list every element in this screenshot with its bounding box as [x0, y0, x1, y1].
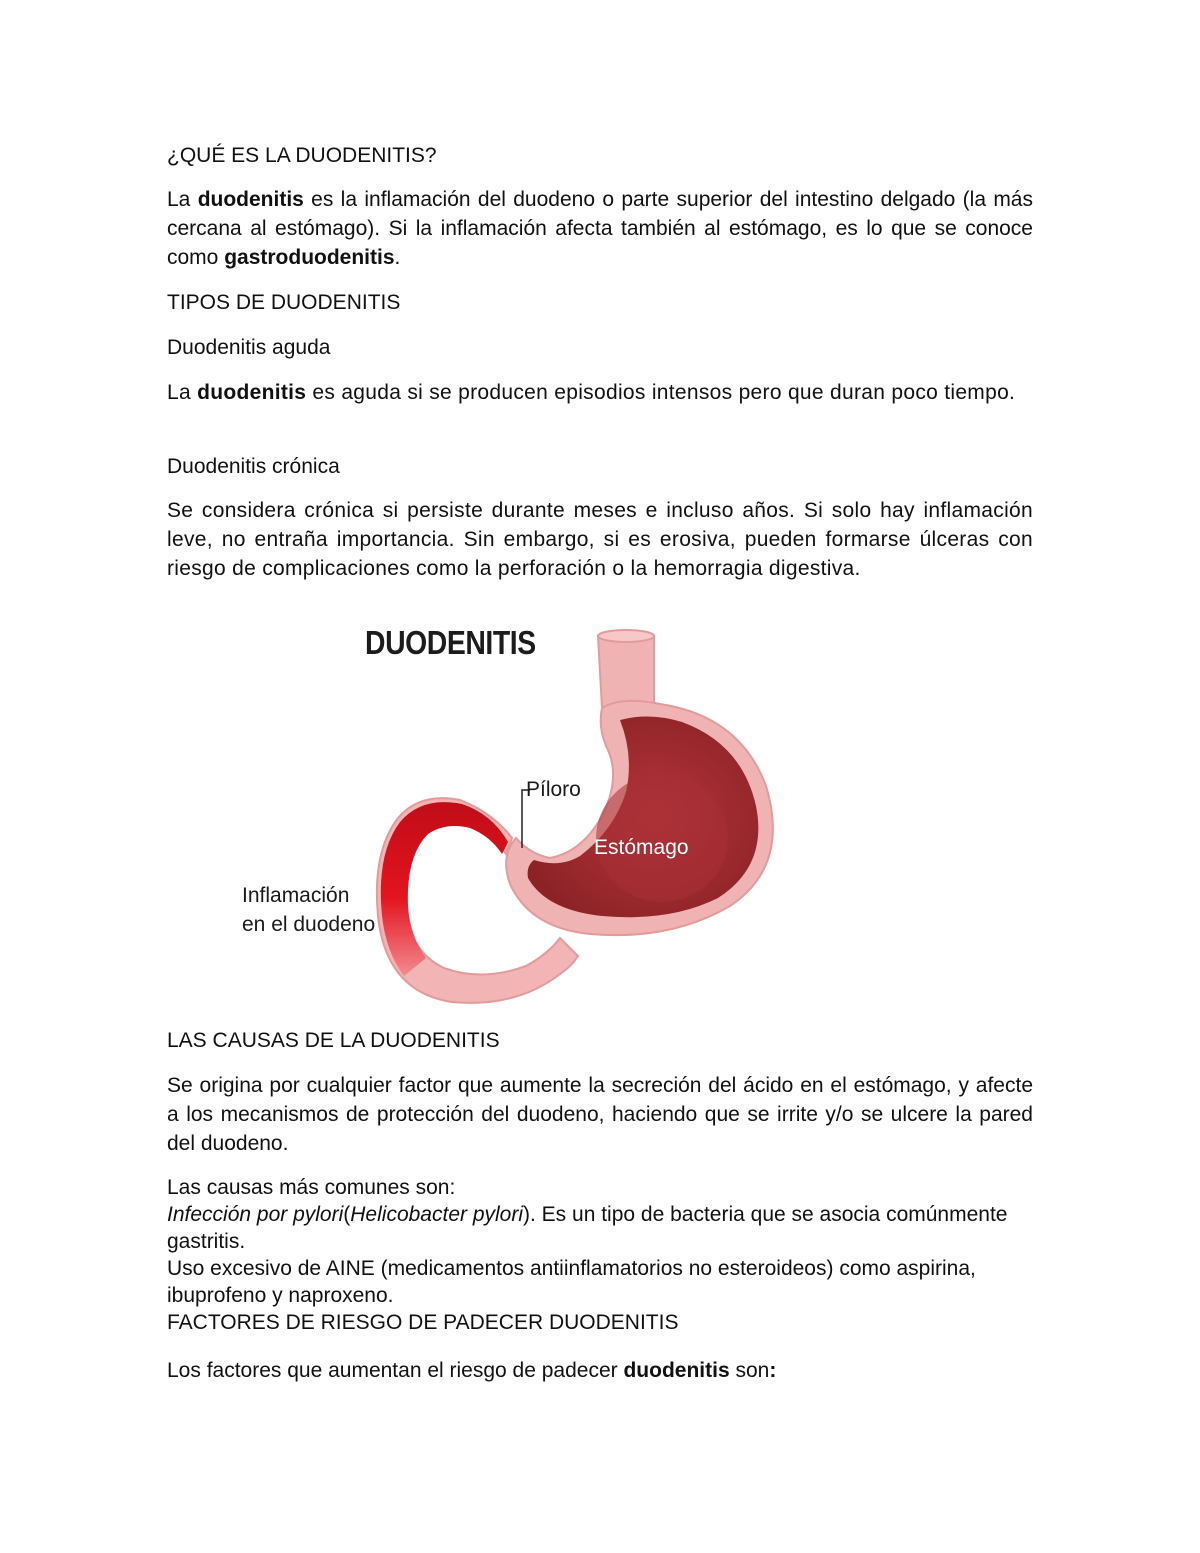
text-run: La	[167, 381, 198, 404]
common-causes-intro: Las causas más comunes son:	[167, 1176, 456, 1199]
bold-term: duodenitis	[197, 188, 304, 211]
text-run: .	[394, 246, 401, 269]
italic-term: Infección por pylori	[167, 1203, 344, 1226]
text-run: es aguda si se producen episodios intensos pero que duran poco tiempo.	[306, 381, 1016, 404]
heading-causes: LAS CAUSAS DE LA DUODENITIS	[167, 1029, 500, 1052]
text-run: Los factores que aumentan el riesgo de padecer	[167, 1359, 624, 1382]
esophagus-opening	[598, 630, 654, 642]
bold-term: gastroduodenitis	[224, 246, 395, 269]
heading-risk-factors: FACTORES DE RIESGO DE PADECER DUODENITIS	[167, 1311, 679, 1334]
label-inflammation-1: Inflamación	[242, 884, 350, 907]
label-pylorus: Píloro	[526, 778, 581, 801]
common-causes-list	[167, 1174, 1033, 1336]
heading-types: TIPOS DE DUODENITIS	[167, 291, 401, 314]
text-run: La	[167, 188, 198, 211]
text-run: (	[343, 1203, 351, 1226]
cause-item-pylori	[167, 1201, 1033, 1255]
text-run: ). Es un tipo de bacteria que se asocia comúnmente gastritis.	[167, 1203, 1008, 1253]
stomach-diagram	[230, 616, 790, 1016]
cause-item-aine: Uso excesivo de AINE (medicamentos antiinflamatorios no esteroideos) como aspirina, ibuprofeno y naproxeno.	[167, 1257, 976, 1307]
acute-paragraph	[167, 378, 1033, 407]
text-run: son	[729, 1359, 770, 1382]
inflamed-duodenum	[381, 802, 508, 976]
bold-term: :	[769, 1359, 777, 1382]
label-inflammation-2: en el duodeno	[242, 913, 376, 936]
text-run: es la inflamación del duodeno o parte superior del intestino delgado (la más cercana al estómago). Si la inflamación afecta también al estómago, es lo que se conoce como	[167, 188, 1033, 269]
heading-what-is: ¿QUÉ ES LA DUODENITIS?	[167, 144, 437, 167]
causes-paragraph: Se origina por cualquier factor que aumente la secreción del ácido en el estómago, y afecte a los mecanismos de protección del duodeno, haciendo que se irrite y/o se ulcere la pared del duodeno.	[167, 1074, 1033, 1155]
risk-paragraph	[167, 1356, 1033, 1385]
italic-term: Helicobacter pylori	[350, 1203, 524, 1226]
duodenitis-illustration	[230, 616, 790, 1016]
heading-chronic: Duodenitis crónica	[167, 455, 340, 478]
heading-acute: Duodenitis aguda	[167, 336, 331, 359]
chronic-paragraph: Se considera crónica si persiste durante meses e incluso años. Si solo hay inflamación leve, no entraña importancia. Sin embargo, si es erosiva, pueden formarse úlceras con riesgo de complicaciones como la perforación o la hemorragia digestiva.	[167, 499, 1033, 580]
bold-term: duodenitis	[623, 1359, 730, 1382]
intro-paragraph	[167, 185, 1033, 272]
label-stomach: Estómago	[594, 836, 689, 859]
bold-term: duodenitis	[197, 381, 307, 404]
figure-title: DUODENITIS	[365, 624, 536, 661]
